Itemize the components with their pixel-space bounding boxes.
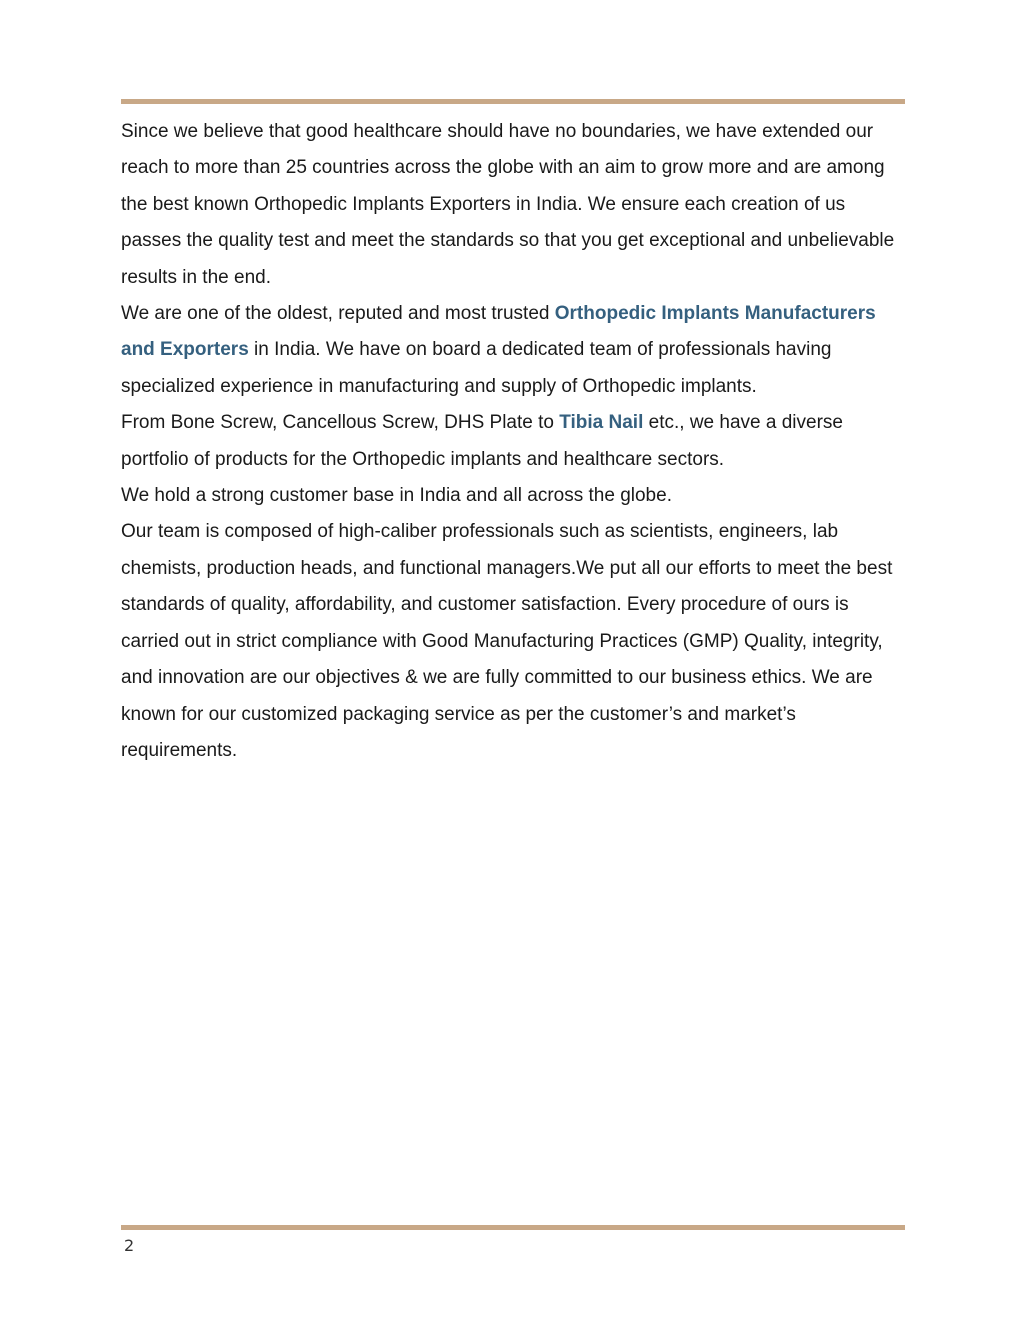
paragraph-text: From Bone Screw, Cancellous Screw, DHS Plate to	[121, 412, 560, 434]
paragraph-team: Our team is composed of high-caliber professionals such as scientists, engineers, lab chemists, production heads, and functional managers.We put all our efforts to meet the best standards of quality, affordability, and customer satisfaction. Every procedure of ours is carried out in strict compliance with Good Manufacturing Practices (GMP) Quality, integrity, and innovation are our objectives & we are fully committed to our business ethics. We are known for our customized packaging service as per the customer’s and market’s requirements.	[121, 521, 893, 761]
paragraph-customer-base: We hold a strong customer base in India and all across the globe.	[121, 485, 672, 507]
paragraph-reach: Since we believe that good healthcare should have no boundaries, we have extended our reach to more than 25 countries across the globe with an aim to grow more and are among the best known Orthopedic Implants Exporters in India. We ensure each creation of us passes the quality test and meet the standards so that you get exceptional and unbelievable results in the end.	[121, 121, 895, 288]
paragraph-text: in India. We have on board a dedicated team of professionals having specialized experience in manufacturing and supply of Orthopedic implants.	[121, 339, 832, 397]
paragraph-portfolio	[121, 405, 905, 478]
paragraph-trusted	[121, 296, 905, 405]
page-number: 2	[124, 1236, 135, 1255]
document-body	[121, 114, 905, 769]
orthopedic-implants-manufacturers-link[interactable]: Orthopedic Implants Manufacturers and Exporters	[121, 303, 876, 361]
bottom-divider	[121, 1225, 905, 1230]
tibia-nail-link[interactable]: Tibia Nail	[559, 412, 644, 434]
paragraph-text: We are one of the oldest, reputed and most trusted	[121, 303, 555, 325]
top-divider	[121, 99, 905, 104]
paragraph-text: etc., we have a diverse portfolio of products for the Orthopedic implants and healthcare sectors.	[121, 412, 843, 470]
